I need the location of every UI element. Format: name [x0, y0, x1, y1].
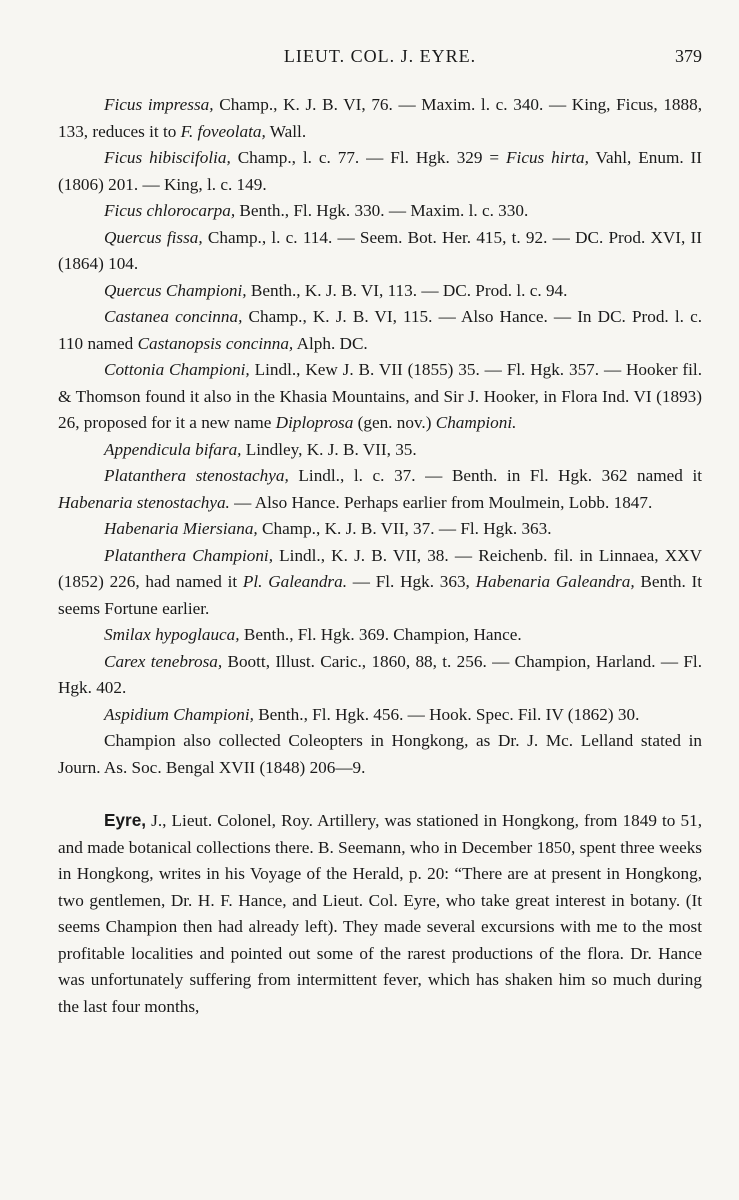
- species-entry: [58, 278, 702, 305]
- taxon-name: Habenaria Miersiana,: [104, 519, 258, 538]
- entry-text: Champ., K. J. B. VI, 76. — Maxim. l. c. 340. — King, Ficus, 1888, 133, reduces it to: [58, 95, 702, 141]
- entry-text: Champion also collected Coleopters in Hongkong, as Dr. J. Mc. Lelland stated in Journ. As. Soc. Bengal XVII (1848) 206—9.: [58, 731, 702, 777]
- species-entry: [58, 225, 702, 278]
- species-entry: [58, 543, 702, 623]
- taxon-name: Appendicula bifara,: [104, 439, 242, 459]
- species-entry: [58, 702, 702, 729]
- entry-text: Champ., K. J. B. VII, 37. — Fl. Hgk. 363.: [257, 519, 552, 538]
- taxon-name: Pl. Galeandra.: [242, 572, 347, 591]
- entry-text: Benth., K. J. B. VI, 113. — DC. Prod. l. c. 94.: [246, 280, 568, 300]
- entry-text: Lindl., l. c. 37. — Benth. in Fl. Hgk. 362 named it: [288, 466, 702, 485]
- taxon-name: Habenaria Galeandra,: [475, 572, 635, 591]
- species-entry: [58, 516, 702, 543]
- section-gap: [58, 781, 702, 807]
- taxon-name: Smilax hypoglauca,: [104, 625, 240, 644]
- entry-text: Vahl, Enum. II (1806) 201. — King, l. c. 149.: [58, 148, 703, 194]
- entry-text: (gen. nov.): [353, 413, 436, 432]
- species-entry: [58, 92, 702, 145]
- taxon-name: Ficus impressa,: [104, 95, 214, 114]
- taxon-name: Castanea concinna,: [104, 307, 243, 326]
- entry-text: Champ., K. J. B. VI, 115. — Also Hance. — In DC. Prod. l. c. 110 named: [58, 307, 702, 353]
- entry-text: Benth., Fl. Hgk. 369. Champion, Hance.: [239, 625, 522, 644]
- entry-text: Benth., Fl. Hgk. 330. — Maxim. l. c. 330.: [235, 201, 529, 220]
- taxon-name: Cottonia Championi,: [104, 360, 250, 379]
- taxon-name: Carex tenebrosa,: [104, 651, 223, 671]
- entry-text: Boott, Illust. Caric., 1860, 88, t. 256. — Champion, Harland. — Fl. Hgk. 402.: [58, 651, 702, 697]
- page-header: [58, 40, 702, 74]
- document-page: [58, 40, 702, 1020]
- entry-text: Lindl., K. J. B. VII, 38. — Reichenb. fil. in Linnaea, XXV (1852) 226, had named it: [58, 545, 702, 591]
- entry-text: Benth. It seems Fortune earlier.: [58, 572, 702, 618]
- species-entry: [58, 198, 702, 225]
- species-entry: [58, 463, 702, 516]
- entry-text: Lindl., Kew J. B. VII (1855) 35. — Fl. Hgk. 357. — Hooker fil. & Thomson found it also in the Khasia Mountains, and Sir J. Hooker, in Flora Ind. VI (1893) 26, proposed for it a new name: [58, 360, 702, 432]
- taxon-name: Ficus hirta,: [506, 148, 589, 167]
- page-number: 379: [675, 46, 702, 66]
- running-head: LIEUT. COL. J. EYRE.: [283, 46, 477, 66]
- collector-name: Eyre,: [104, 810, 147, 830]
- taxon-name: Championi.: [435, 413, 517, 432]
- species-entries: [58, 92, 702, 781]
- taxon-name: Platanthera stenostachya,: [104, 466, 289, 485]
- species-entry: [58, 649, 702, 702]
- entry-text: — Also Hance. Perhaps earlier from Moulmein, Lobb. 1847.: [229, 492, 653, 512]
- species-entry: [58, 145, 702, 198]
- species-entry: [58, 622, 702, 649]
- entry-text: Lindley, K. J. B. VII, 35.: [241, 439, 417, 459]
- taxon-name: Platanthera Championi,: [104, 545, 273, 565]
- entry-text: Champ., l. c. 77. — Fl. Hgk. 329 =: [230, 148, 507, 167]
- species-entry: [58, 304, 702, 357]
- taxon-name: Ficus chlorocarpa,: [104, 201, 236, 220]
- taxon-name: Habenaria stenostachya.: [58, 492, 230, 512]
- entry-text: Champ., l. c. 114. — Seem. Bot. Her. 415, t. 92. — DC. Prod. XVI, II (1864) 104.: [58, 227, 702, 273]
- entry-text: Benth., Fl. Hgk. 456. — Hook. Spec. Fil. IV (1862) 30.: [253, 704, 640, 724]
- species-entry: [58, 357, 702, 437]
- entry-text: Alph. DC.: [293, 333, 368, 353]
- biography-paragraph: [58, 807, 702, 1020]
- taxon-name: Ficus hibiscifolia,: [104, 148, 231, 167]
- taxon-name: F. foveolata,: [180, 121, 266, 141]
- taxon-name: Quercus fissa,: [104, 227, 203, 247]
- taxon-name: Castanopsis concinna,: [137, 333, 294, 353]
- species-entry: [58, 437, 702, 464]
- biography-text: J., Lieut. Colonel, Roy. Artillery, was stationed in Hongkong, from 1849 to 51, and made botanical collections there. B. Seemann, who in December 1850, spent three weeks in Hongkong, writes in his Voyage of the Herald, p. 20: “There are at present in Hongkong, two gentlemen, Dr. H. F. Hance, and Lieut. Col. Eyre, who take great interest in botany. (It seems Champion then had already left). They made several excursions with me to the most profitable localities and pointed out some of the rarest productions of the flora. Dr. Hance was unfortunately suffering from intermittent fever, which has shaken him so much during the last four months,: [58, 811, 702, 1016]
- taxon-name: Quercus Championi,: [104, 280, 247, 300]
- entry-text: Wall.: [265, 121, 307, 141]
- taxon-name: Diploprosa: [275, 413, 354, 432]
- species-entry: [58, 728, 702, 781]
- taxon-name: Aspidium Championi,: [104, 704, 254, 724]
- entry-text: — Fl. Hgk. 363,: [347, 572, 476, 591]
